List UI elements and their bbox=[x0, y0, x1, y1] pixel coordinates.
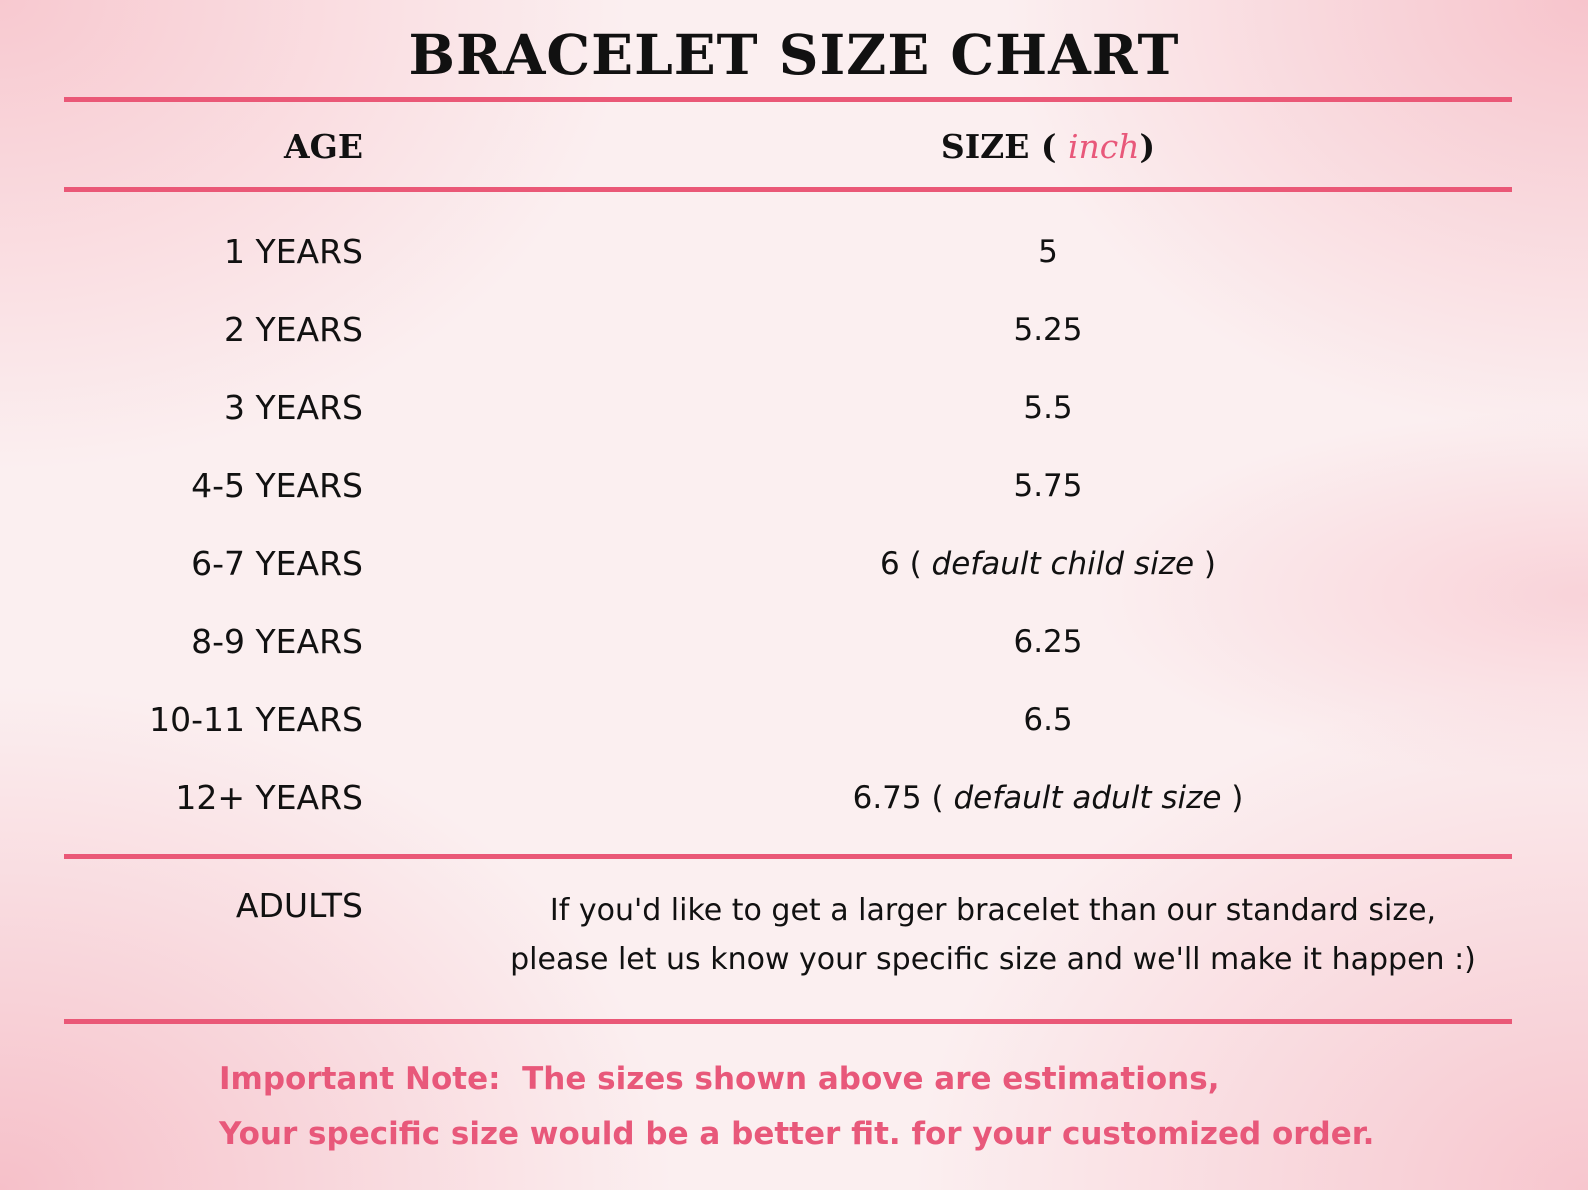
size-cell bbox=[748, 542, 1348, 586]
divider-body bbox=[64, 854, 1512, 859]
size-note-close: ) bbox=[1194, 546, 1216, 582]
size-note-open: ( bbox=[899, 546, 932, 582]
column-header-size-label: SIZE ( bbox=[940, 127, 1068, 166]
important-note-line: Your specific size would be a better fit. for your customized order. bbox=[219, 1116, 1375, 1152]
size-value: 5 bbox=[1038, 234, 1058, 270]
age-cell: 12+ YEARS bbox=[175, 778, 363, 817]
size-value: 5.5 bbox=[1023, 390, 1073, 426]
age-cell: 1 YEARS bbox=[224, 232, 363, 271]
size-cell bbox=[748, 386, 1348, 430]
age-cell: 10-11 YEARS bbox=[149, 700, 363, 739]
size-value: 6.5 bbox=[1023, 702, 1073, 738]
size-cell bbox=[748, 620, 1348, 664]
important-note-line: Important Note: The sizes shown above are estimations, bbox=[219, 1061, 1220, 1097]
size-value: 6.25 bbox=[1013, 624, 1083, 660]
table-row bbox=[0, 620, 1588, 664]
size-note: default adult size bbox=[953, 780, 1222, 816]
size-cell bbox=[748, 308, 1348, 352]
column-header-age: AGE bbox=[284, 127, 363, 166]
adults-description bbox=[470, 886, 1516, 984]
size-value: 6.75 bbox=[852, 780, 922, 816]
page-title: BRACELET SIZE CHART bbox=[408, 22, 1180, 87]
size-value: 5.75 bbox=[1013, 468, 1083, 504]
important-note bbox=[219, 1052, 1374, 1162]
table-row bbox=[0, 386, 1588, 430]
size-cell bbox=[748, 698, 1348, 742]
adults-label: ADULTS bbox=[235, 886, 363, 925]
size-value: 6 bbox=[880, 546, 900, 582]
divider-top bbox=[64, 97, 1512, 102]
column-header-size-unit: inch bbox=[1067, 127, 1140, 166]
table-row bbox=[0, 698, 1588, 742]
age-cell: 4-5 YEARS bbox=[191, 466, 363, 505]
size-cell bbox=[748, 776, 1348, 820]
adults-description-line: If you'd like to get a larger bracelet than our standard size, bbox=[549, 893, 1437, 928]
size-note: default child size bbox=[931, 546, 1195, 582]
adults-description-line: please let us know your specific size and we'll make it happen :) bbox=[510, 942, 1476, 977]
size-value: 5.25 bbox=[1013, 312, 1083, 348]
column-header-size-close: ) bbox=[1139, 127, 1156, 166]
size-note-open: ( bbox=[921, 780, 954, 816]
age-cell: 3 YEARS bbox=[224, 388, 363, 427]
table-row bbox=[0, 230, 1588, 274]
table-row bbox=[0, 308, 1588, 352]
table-row bbox=[0, 464, 1588, 508]
size-note-close: ) bbox=[1221, 780, 1244, 816]
age-cell: 8-9 YEARS bbox=[191, 622, 363, 661]
age-cell: 6-7 YEARS bbox=[191, 544, 363, 583]
size-cell bbox=[748, 230, 1348, 274]
divider-bottom bbox=[64, 1019, 1512, 1024]
table-row bbox=[0, 542, 1588, 586]
table-row bbox=[0, 776, 1588, 820]
age-cell: 2 YEARS bbox=[224, 310, 363, 349]
size-cell bbox=[748, 464, 1348, 508]
column-header-size bbox=[848, 127, 1248, 167]
divider-header bbox=[64, 187, 1512, 192]
